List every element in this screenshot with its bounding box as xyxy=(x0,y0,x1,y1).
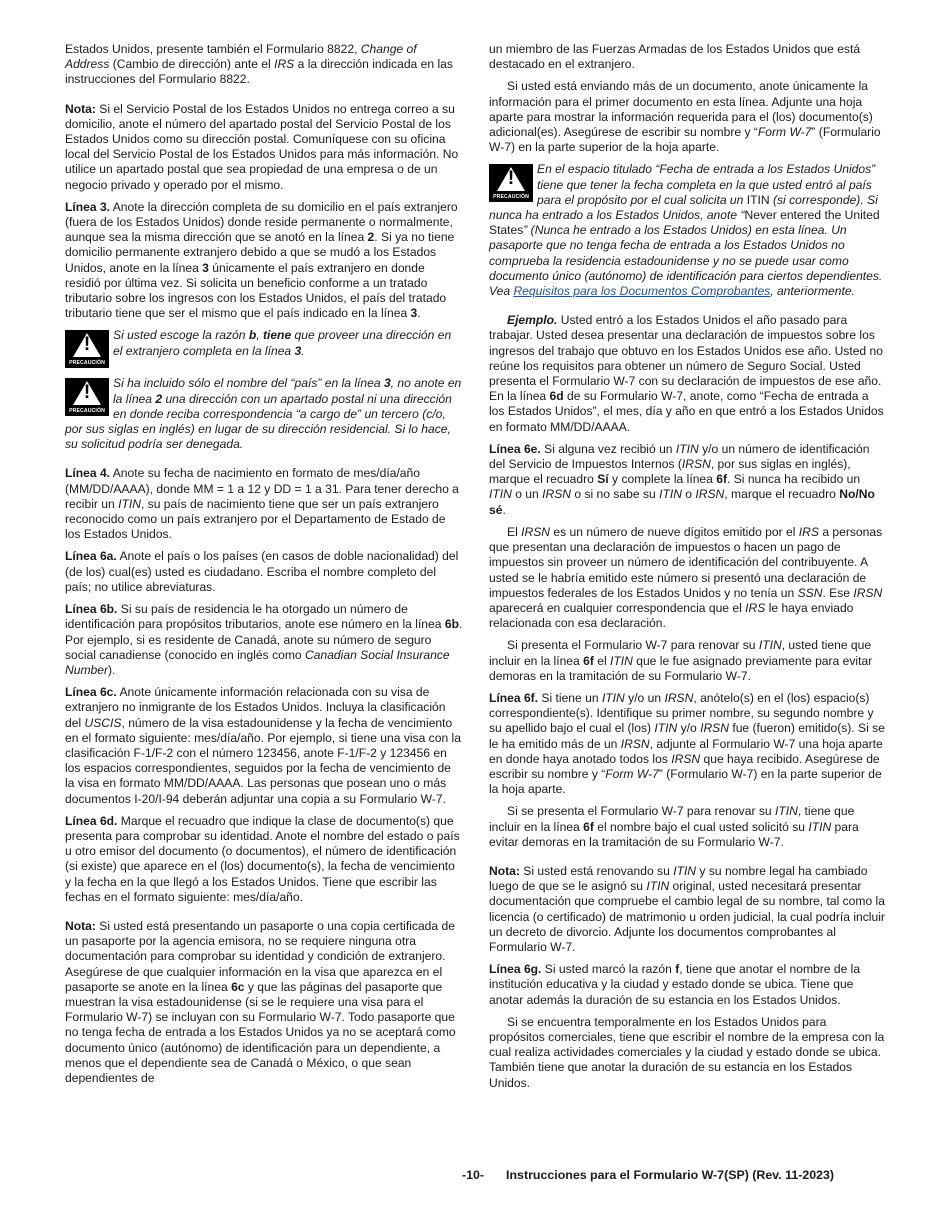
section-linea-4: Línea 4. Anote su fecha de nacimiento en formato de mes/día/año (MM/DD/AAAA), donde MM = 1 a 12 y DD = 1 a 31. Para tener derecho a recibir un ITIN, su país de nacimiento tiene que ser un país extranjero reconocido como un país extranjero por el Departamento de Estado de los Estados Unidos. xyxy=(65,466,459,542)
section-linea-6a: Línea 6a. Anote el país o los países (en casos de doble nacionalidad) del (de los) cual(es) usted es ciudadano. Escriba el nombre completo del país; no utilice abreviaturas. xyxy=(65,549,459,594)
paragraph-multiple-documents: Si usted está enviando más de un documento, anote únicamente la información para el primer documento en esta línea. Adjunte una hoja aparte para mostrar la información requerida para el (los) documento(s) adicional(es). Asegúrese de escribir su nombre y “Form W-7” (Formulario W-7) en la parte superior de la hoja aparte. xyxy=(489,79,881,155)
page-footer xyxy=(462,1168,834,1182)
note-name-change: Nota: Si usted está renovando su ITIN y su nombre legal ha cambiado luego de que se le asignó su ITIN original, usted necesitará presentar documentación que compruebe el cambio legal de su nombre, tal como la licencia (o certificado) de matrimonio u orden judicial, la cual podría incluir un decreto de divorcio. Adjunte los documentos comprobantes al Formulario W-7. xyxy=(489,863,885,954)
caution-note-country-only: ! PRECAUCIÓN Si ha incluido sólo el nombre del “país” en la línea 3, no anote en la línea 2 una dirección con un apartado postal ni una dirección en donde reciba correspondencia “a cargo de” un tercero (c/o, por sus siglas en inglés) en lugar de su dirección residencial. Si lo hace, su solicitud podría ser denegada. xyxy=(65,376,462,452)
paragraph-address-change: Estados Unidos, presente también el Formulario 8822, Change of Address (Cambio de dirección) ante el IRS a la dirección indicada en las instrucciones del Formulario 8822. xyxy=(65,42,453,87)
example-paragraph: Ejemplo. Usted entró a los Estados Unidos el año pasado para trabajar. Usted desea presentar una declaración de impuestos sobre los ingresos del trabajo que obtuvo en los Estados Unidos ese año. Usted no reúne los requisitos para obtener un número de Seguro Social. Usted presenta el Formulario W-7 con su declaración de impuestos de ese año. En la línea 6d de su Formulario W-7, anote, como “Fecha de entrada a los Estados Unidos”, el mes, día y año en que entró a los Estados Unidos en formato MM/DD/AAAA. xyxy=(489,313,884,434)
right-column xyxy=(489,42,885,1098)
caution-warning-icon: ! PRECAUCIÓN xyxy=(65,378,109,416)
section-linea-6g: Línea 6g. Si usted marcó la razón f, tiene que anotar el nombre de la institución educativa y la ciudad y estado donde se ubica. Tiene que anotar además la duración de su estancia en los Estados Unidos. xyxy=(489,962,861,1007)
section-linea-6c: Línea 6c. Anote únicamente información relacionada con su visa de extranjero no inmigrante de los Estados Unidos. Incluya la clasificación del USCIS, número de la visa estadounidense y la fecha de vencimiento en el formato siguiente: mes/día/año. Por ejemplo, si tiene una visa con la clasificación F-1/F-2 con el número 123456, anote F-1/F-2 y 123456 en los espacios correspondientes, seguidos por la fecha de vencimiento de la visa en formato MM/DD/AAAA. Las personas que posean uno o más documentos I-20/I-94 deberán adjuntar una copia a su Formulario W-7. xyxy=(65,685,461,806)
paragraph-business-stay: Si se encuentra temporalmente en los Estados Unidos para propósitos comerciales, tiene que escribir el nombre de la empresa con la cual realiza actividades comerciales y la ciudad y estado donde se ubica. También tiene que anotar la duración de su estancia en los Estados Unidos. xyxy=(489,1014,885,1090)
caution-note-entry-date: ! PRECAUCIÓN En el espacio titulado “Fecha de entrada a los Estados Unidos” tiene que tener la fecha completa en la que usted entró al país para el propósito por el cual solicita un ITIN (si corresponde). Si nunca ha entrado a los Estados Unidos, anote “Never entered the United States” (Nunca he entrado a los Estados Unidos) en esta línea. Un pasaporte que no tenga fecha de entrada a los Estados Unidos no comprueba la residencia estadounidense y no se puede usar como documento único (autónomo) de identificación para ciertos dependientes. Vea Requisitos para los Documentos Comprobantes, anteriormente. xyxy=(489,162,883,299)
section-linea-3: Línea 3. Anote la dirección completa de su domicilio en el país extranjero (fuera de los Estados Unidos) donde reside permanente o normalmente, aunque sea la misma dirección que se anotó en la línea 2. Si ya no tiene domicilio permanente extranjero debido a que se mudó a los Estados Unidos, anote en la línea 3 únicamente el país extranjero en donde residió por última vez. Si solicita un beneficio conforme a un tratado tributario sobre los ingresos con los Estados Unidos, el país del tratado tributario tiene que ser el mismo que el país indicado en la línea 3. xyxy=(65,199,458,321)
section-linea-6d: Línea 6d. Marque el recuadro que indique la clase de documento(s) que presenta para comprobar su identidad. Anote el nombre del estado o país u otro emisor del documento (o documentos), el número de identificación (si existe) que aparece en el (los) documento(s), la fecha de vencimiento y la fecha en la que llegó a los Estados Unidos. Tiene que escribir las fechas en el formato siguiente: mes/día/año. xyxy=(65,813,460,904)
note-postal-service: Nota: Si el Servicio Postal de los Estados Unidos no entrega correo a su domicilio, anote el número del apartado postal del Servicio Postal de los Estados Unidos como su dirección postal. Comuníquese con su oficina local del Servicio Postal de los Estados Unidos para más información. No utilice un apartado postal que sea propiedad de una empresa o de un negocio privado y operado por el mismo. xyxy=(65,101,459,192)
section-linea-6e: Línea 6e. Si alguna vez recibió un ITIN y/o un número de identificación del Servicio de Impuestos Internos (IRSN, por sus siglas en inglés), marque el recuadro Sí y complete la línea 6f. Si nunca ha recibido un ITIN o un IRSN o si no sabe su ITIN o IRSN, marque el recuadro No/No sé. xyxy=(489,441,875,517)
paragraph-renew-name: Si se presenta el Formulario W-7 para renovar su ITIN, tiene que incluir en la línea 6f el nombre bajo el cual usted solicitó su ITIN para evitar demoras en la tramitación de su Formulario W-7. xyxy=(489,804,859,849)
left-column xyxy=(65,42,463,1093)
section-linea-6f: Línea 6f. Si tiene un ITIN y/o un IRSN, anótelo(s) en el (los) espacio(s) correspondiente(s). Identifique su primer nombre, su segundo nombre y su apellido bajo el cual el (los) ITIN y/o IRSN fue (fueron) emitido(s). Si se le ha emitido más de un IRSN, adjunte al Formulario W-7 una hoja aparte en donde haya anotado todos los IRSN que haya recibido. Asegúrese de escribir su nombre y “Form W-7” (Formulario W-7) en la parte superior de la hoja aparte. xyxy=(489,690,885,797)
link-requisitos-documentos[interactable]: Requisitos para los Documentos Comprobantes xyxy=(513,284,771,299)
caution-warning-icon: ! PRECAUCIÓN xyxy=(65,330,109,368)
paragraph-irsn-definition: El IRSN es un número de nueve dígitos emitido por el IRS a personas que presentan una declaración de impuestos o hacen un pago de impuestos sin proveer un número de identificación del contribuyente. A usted se le habría emitido este número si presentó una declaración de impuestos federales de los Estados Unidos y no tenía un SSN. Ese IRSN aparecerá en cualquier correspondencia que el IRS le haya enviado relacionada con esa declaración. xyxy=(489,524,883,631)
section-linea-6b: Línea 6b. Si su país de residencia le ha otorgado un número de identificación para propósitos tributarios, anote ese número en la línea 6b. Por ejemplo, si es residente de Canadá, anote su número de seguro social canadiense (conocido en inglés como Canadian Social Insurance Number). xyxy=(65,602,463,677)
footer-title: Instrucciones para el Formulario W-7(SP) (Rev. 11-2023) xyxy=(506,1168,835,1182)
page-number: -10- xyxy=(462,1168,485,1182)
paragraph-armed-forces: un miembro de las Fuerzas Armadas de los Estados Unidos que está destacado en el extranjero. xyxy=(489,42,861,72)
caution-note-reason-b: ! PRECAUCIÓN Si usted escoge la razón b, tiene que proveer una dirección en el extranjero completa en la línea 3. xyxy=(65,328,463,368)
paragraph-renew-itin-6f: Si presenta el Formulario W-7 para renovar su ITIN, usted tiene que incluir en la línea 6f el ITIN que le fue asignado previamente para evitar demoras en la tramitación de su Formulario W-7. xyxy=(489,638,873,683)
note-passport: Nota: Si usted está presentando un pasaporte o una copia certificada de un pasaporte por la agencia emisora, no se requiere ninguna otra documentación para comprobar su identidad y condición de extranjero. Asegúrese de que cualquier información en la visa que aparezca en el pasaporte se anote en la línea 6c y que las páginas del pasaporte que muestran la visa estadounidense (si se le requiere una visa para el Formulario W-7) se incluyan con su Formulario W-7. Todo pasaporte que no tenga fecha de entrada a los Estados Unidos ya no se aceptará como documento único (autónomo) de identificación para un dependiente, a menos que el dependiente sea de Canadá o México, o que sean dependientes de xyxy=(65,918,456,1085)
caution-warning-icon: ! PRECAUCIÓN xyxy=(489,164,533,202)
